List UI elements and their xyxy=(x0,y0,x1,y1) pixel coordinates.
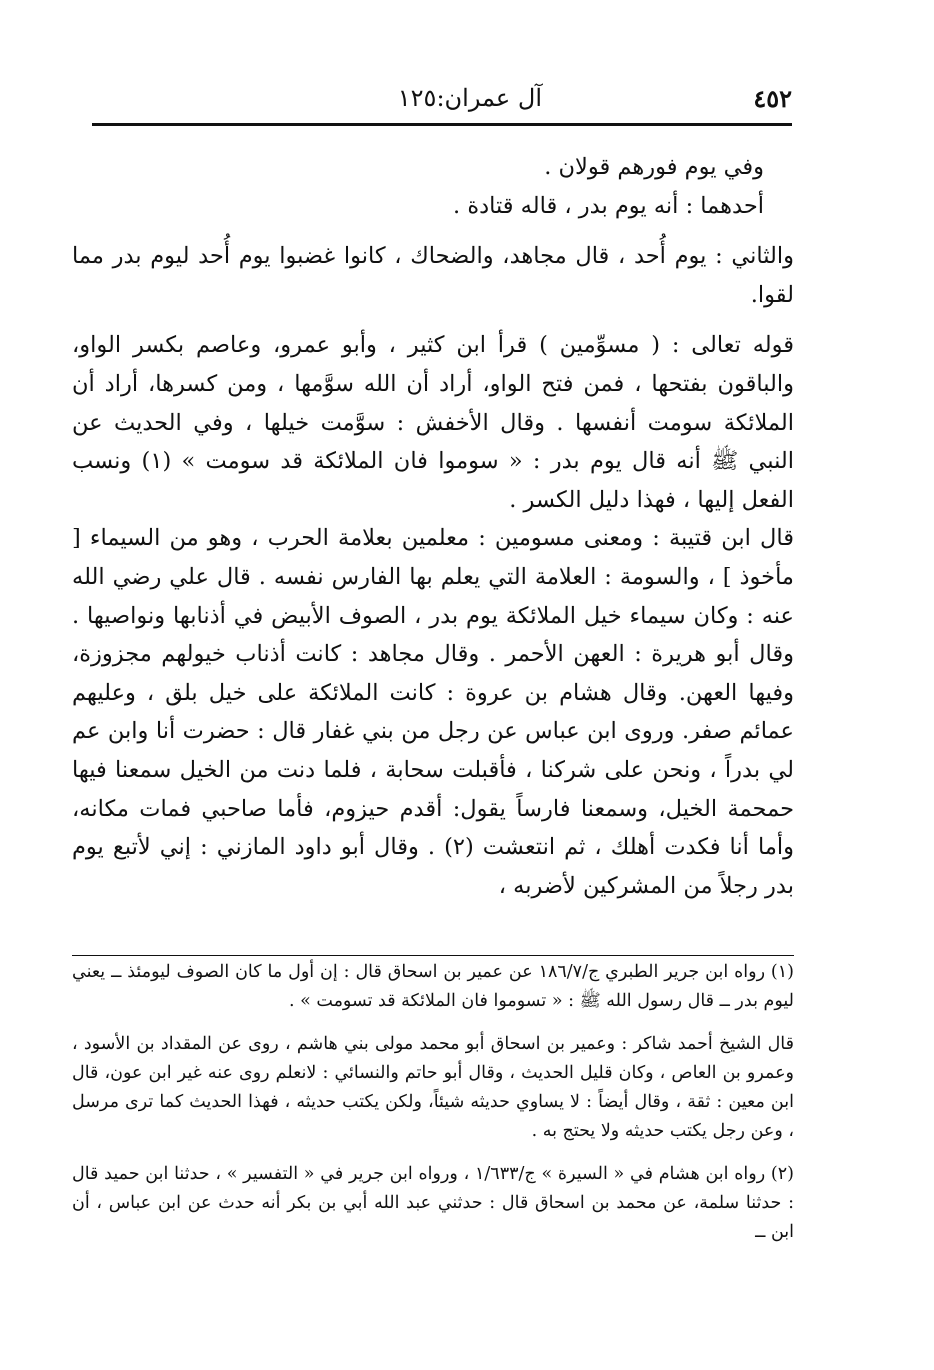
footnote: (٢) رواه ابن هشام في « السيرة » ج/١/٦٣٣ ، ورواه ابن جرير في « التفسير » ، حدثنا ابن حميد قال : حدثنا سلمة، عن محمد بن اسحاق قال : حدثني عبد الله أبي بن بكر أنه حدث عن ابن عباس ، أن ابن ــ xyxy=(72,1164,794,1242)
surah-reference: آل عمران:١٢٥ xyxy=(397,84,542,112)
footnotes xyxy=(72,958,794,1247)
paragraph: وفي يوم فورهم قولان . xyxy=(544,154,764,180)
page-header xyxy=(92,80,792,120)
paragraph: والثاني : يوم أُحد ، قال مجاهد، والضحاك ، كانوا غضبوا يوم أُحد ليوم بدر مما لقوا. xyxy=(72,243,794,308)
page-number: ٤٥٢ xyxy=(753,84,792,113)
paragraph: أحدهما : أنه يوم بدر ، قاله قتادة . xyxy=(453,192,764,219)
header-divider xyxy=(92,123,792,126)
footnote: (١) رواه ابن جرير الطبري ج/١٨٦/٧ عن عمير بن اسحاق قال : إن أول ما كان الصوف ليومئذ ــ يعني ليوم بدر ــ قال رسول الله ﷺ : « تسوموا فان الملائكة قد تسومت » . xyxy=(72,962,794,1011)
paragraph: قوله تعالى : ( مسوِّمين ) قرأ ابن كثير ، وأبو عمرو، وعاصم بكسر الواو، والباقون بفتحها ، فمن فتح الواو، أراد أن الله سوَّمها ، ومن كسرها، أراد أن الملائكة سومت أنفسها . وقال الأخفش : سوَّمت خيلها ، وفي الحديث عن النبي ﷺ أنه قال يوم بدر : « سوموا فان الملائكة قد سومت » (١) ونسب الفعل إليها ، فهذا دليل الكسر . xyxy=(72,332,794,513)
footnote-divider xyxy=(72,955,794,956)
main-text xyxy=(72,148,794,905)
paragraph: قال ابن قتيبة : ومعنى مسومين : معلمين بعلامة الحرب ، وهو من السيماء [ مأخوذ ] ، والسومة : العلامة التي يعلم بها الفارس نفسه . قال علي رضي الله عنه : وكان سيماء خيل الملائكة يوم بدر ، الصوف الأبيض في أذنابها ونواصيها . وقال أبو هريرة : العهن الأحمر . وقال مجاهد : كانت أذناب خيولهم مجزوزة، وفيها العهن. وقال هشام بن عروة : كانت الملائكة على خيل بلق ، وعليهم عمائم صفر. وروى ابن عباس عن رجل من بني غفار قال : حضرت أنا وابن عم لي بدراً ، ونحن على شركنا ، فأقبلت سحابة ، فلما دنت من الخيل سمعنا فيها حمحمة الخيل، وسمعنا فارساً يقول: أقدم حيزوم، فأما صاحبي فمات مكانه، وأما أنا فكدت أهلك ، ثم انتعشت (٢) . وقال أبو داود المازني : إني لأتبع يوم بدر رجلاً من المشركين لأضربه ، xyxy=(72,525,794,899)
footnote: قال الشيخ أحمد شاكر : وعمير بن اسحاق أبو محمد مولى بني هاشم ، روى عن المقداد بن الأسود ، وعمرو بن العاص ، وكان قليل الحديث ، وقال أبو حاتم والنسائي : لانعلم روى عنه غير ابن عون، قال ابن معين : ثقة ، وقال أيضاً : لا يساوي حديثه شيئاً، ولكن يكتب حديثه ، فهذا الحديث كما ترى مرسل ، وعن رجل يكتب حديثه ولا يحتج به . xyxy=(72,1034,794,1141)
